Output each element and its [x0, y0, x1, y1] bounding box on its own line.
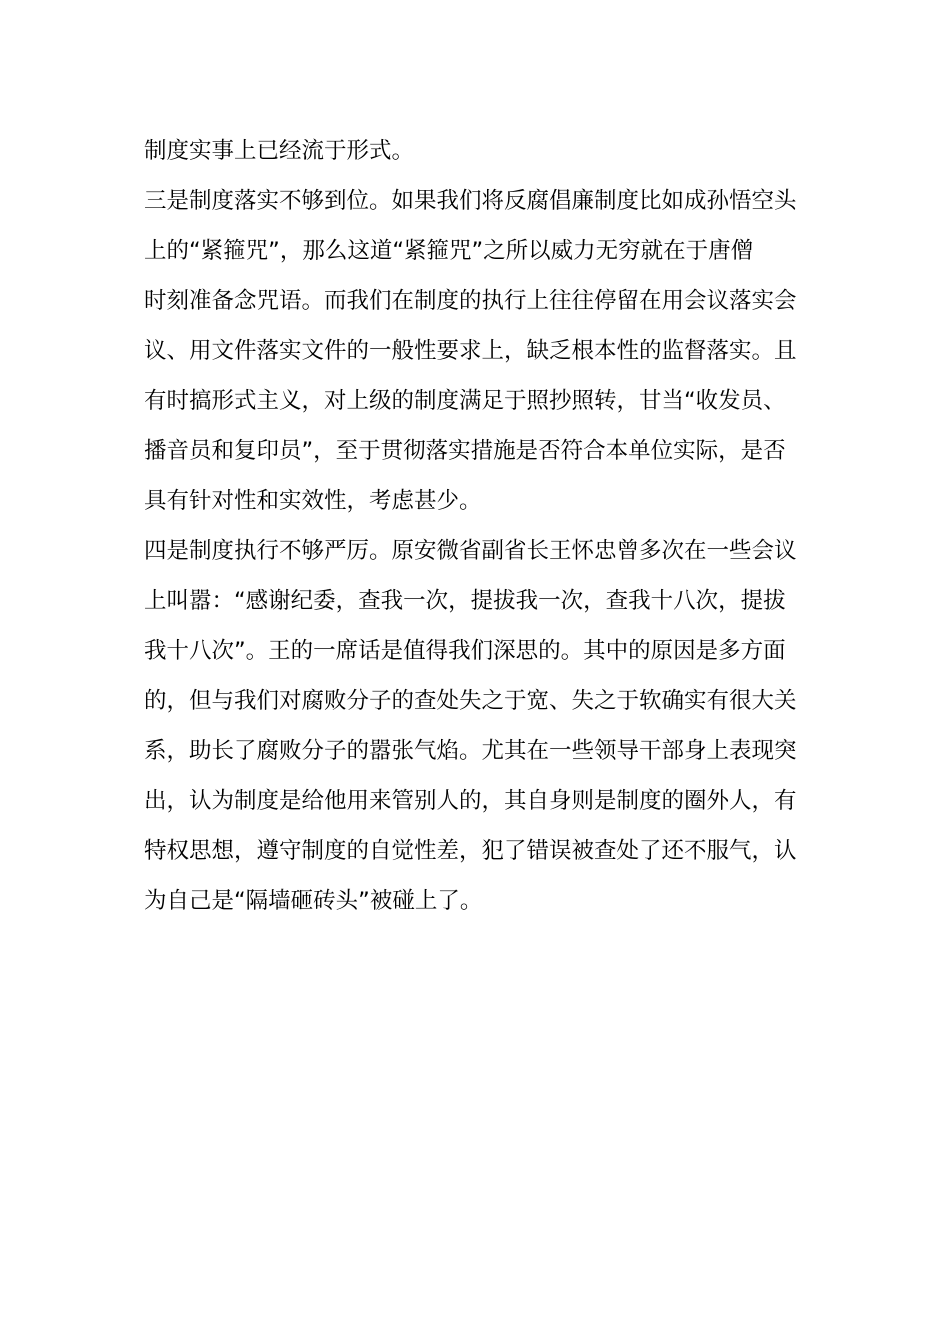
text-line: 系，助长了腐败分子的嚣张气焰。尤其在一些领导干部身上表现突 — [144, 738, 797, 764]
text-line: 特权思想，遵守制度的自觉性差，犯了错误被查处了还不服气，认 — [144, 838, 797, 864]
text-line: 制度实事上已经流于形式。 — [144, 138, 415, 164]
text-line: 三是制度落实不够到位。如果我们将反腐倡廉制度比如成孙悟空头 — [144, 188, 797, 214]
text-line: 上叫嚣：“感谢纪委，查我一次，提拔我一次，查我十八次，提拔 — [144, 588, 786, 614]
text-line: 有时搞形式主义，对上级的制度满足于照抄照转，甘当“收发员、 — [144, 388, 786, 414]
text-line: 时刻准备念咒语。而我们在制度的执行上往往停留在用会议落实会 — [144, 288, 797, 314]
document-body — [144, 126, 808, 926]
text-line: 播音员和复印员”，至于贯彻落实措施是否符合本单位实际，是否 — [144, 438, 786, 464]
text-line: 四是制度执行不够严厉。原安微省副省长王怀忠曾多次在一些会议 — [144, 538, 797, 564]
text-line: 上的“紧箍咒”，那么这道“紧箍咒”之所以威力无穷就在于唐僧 — [144, 238, 754, 264]
text-line: 我十八次”。王的一席话是值得我们深思的。其中的原因是多方面 — [144, 638, 786, 664]
text-line: 具有针对性和实效性，考虑甚少。 — [144, 488, 482, 514]
text-line: 出，认为制度是给他用来管别人的，其自身则是制度的圈外人，有 — [144, 788, 797, 814]
text-line: 为自己是“隔墙砸砖头”被碰上了。 — [144, 888, 483, 914]
text-line: 议、用文件落实文件的一般性要求上，缺乏根本性的监督落实。且 — [144, 338, 797, 364]
text-line: 的，但与我们对腐败分子的查处失之于宽、失之于软确实有很大关 — [144, 688, 797, 714]
